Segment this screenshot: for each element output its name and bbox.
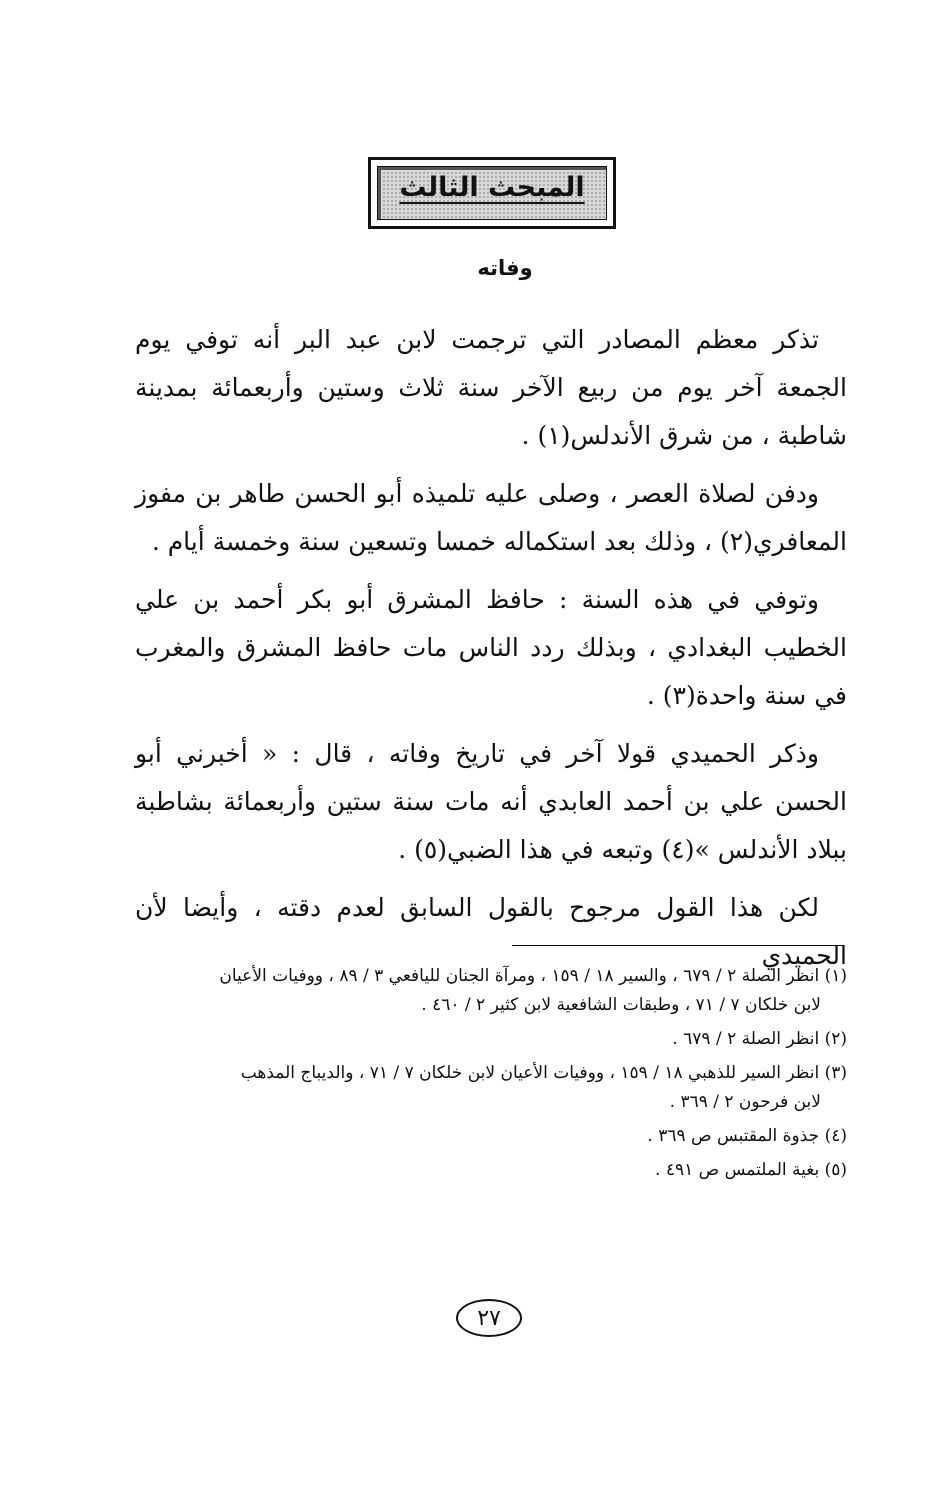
footnote <box>135 1025 847 1054</box>
footnote <box>135 1122 847 1151</box>
body-text <box>135 316 847 980</box>
footnote <box>135 1059 847 1117</box>
footnote-continuation: لابن خلكان ٧ / ٧١ ، وطبقات الشافعية لابن كثير ٢ / ٤٦٠ . <box>421 995 821 1015</box>
footnote-text: (٢) انظر الصلة ٢ / ٦٧٩ . <box>672 1029 847 1049</box>
paragraph: لكن هذا القول مرجوح بالقول السابق لعدم دقته ، وأيضا لأن الحميدي <box>135 893 847 970</box>
section-heading: المبحث الثالث <box>399 172 585 203</box>
footnote-divider <box>512 945 844 946</box>
footnote-text: (٤) جذوة المقتبس ص ٣٦٩ . <box>647 1126 847 1146</box>
subtitle: وفاته <box>477 256 533 280</box>
footnote <box>135 962 847 1020</box>
paragraph: ودفن لصلاة العصر ، وصلى عليه تلميذه أبو الحسن طاهر بن مفوز المعافري(٢) ، وذلك بعد استكماله خمسا وتسعين سنة وخمسة أيام . <box>135 479 847 556</box>
page-number: ٢٧ <box>456 1299 522 1337</box>
section-heading-box <box>368 157 616 229</box>
footnotes <box>135 962 847 1190</box>
paragraph: تذكر معظم المصادر التي ترجمت لابن عبد البر أنه توفي يوم الجمعة آخر يوم من ربيع الآخر سنة ثلاث وستين وأربعمائة بمدينة شاطبة ، من شرق الأندلس(١) . <box>135 325 847 450</box>
footnote-text: (٣) انظر السير للذهبي ١٨ / ١٥٩ ، ووفيات الأعيان لابن خلكان ٧ / ٧١ ، والديباج المذهب <box>240 1063 847 1083</box>
footnote-text: (٥) بغية الملتمس ص ٤٩١ . <box>655 1160 847 1180</box>
footnote-text: (١) انظر الصلة ٢ / ٦٧٩ ، والسير ١٨ / ١٥٩ ، ومرآة الجنان لليافعي ٣ / ٨٩ ، ووفيات الأعيان <box>219 966 847 986</box>
footnote-continuation: لابن فرحون ٢ / ٣٦٩ . <box>669 1092 821 1112</box>
footnote <box>135 1156 847 1185</box>
paragraph: وتوفي في هذه السنة : حافظ المشرق أبو بكر أحمد بن علي الخطيب البغدادي ، وبذلك ردد الناس مات حافظ المشرق والمغرب في سنة واحدة(٣) . <box>135 585 847 710</box>
paragraph: وذكر الحميدي قولا آخر في تاريخ وفاته ، قال : « أخبرني أبو الحسن علي بن أحمد العابدي أنه مات سنة ستين وأربعمائة بشاطبة ببلاد الأندلس »(٤) وتبعه في هذا الضبي(٥) . <box>135 739 847 864</box>
